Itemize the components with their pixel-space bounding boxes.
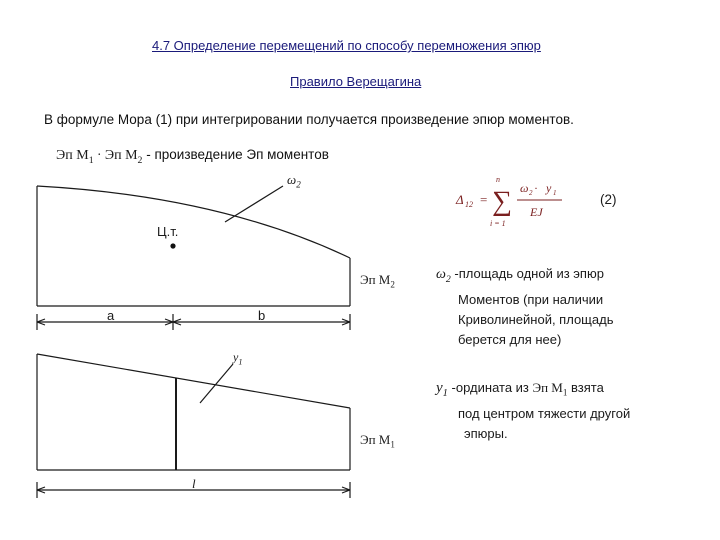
formula-lhs-sub: 12 xyxy=(465,200,473,209)
formula-numerator-sub: 2 xyxy=(529,189,533,197)
y1-text-2: под центром тяжести другой xyxy=(458,406,631,421)
formula-numerator-dot: · xyxy=(534,181,538,195)
omega-explanation xyxy=(436,264,613,350)
line-m1 xyxy=(37,354,350,408)
dim-l-label: l xyxy=(192,476,196,491)
rule-title[interactable]: Правило Верещагина xyxy=(290,74,422,89)
omega-text-1: -площадь одной из эпюр xyxy=(454,266,604,281)
y1-text-ep-m1: Эп $M_1$ xyxy=(532,380,568,398)
omega2-label: $\omega_2$ xyxy=(287,172,301,190)
omega-leader xyxy=(225,186,283,222)
centroid-label: Ц.т. xyxy=(157,224,179,239)
ep-m1-label: Эп $M_1$ xyxy=(360,432,395,450)
y1-explanation xyxy=(436,378,630,444)
y1-symbol: $y_1$ xyxy=(436,380,448,399)
formula-numerator-y-sub: 1 xyxy=(553,189,557,197)
y1-text-1a: -ордината из xyxy=(451,380,533,395)
section-title[interactable]: 4.7 Определение перемещений по способу перемножения эпюр xyxy=(152,38,541,53)
formula-equals: = xyxy=(480,192,488,207)
formula-lhs: Δ xyxy=(456,192,464,207)
curve-m2 xyxy=(37,186,350,258)
omega-symbol: $\omega_2$ xyxy=(436,267,451,285)
product-description: - произведение Эп моментов xyxy=(146,147,329,162)
omega-text-2: Моментов (при наличии xyxy=(458,291,604,307)
formula-numerator: ω xyxy=(520,181,529,195)
ep-m2-label: Эп $M_2$ xyxy=(360,272,395,290)
omega-text-4: берется для нее) xyxy=(458,331,562,347)
formula-sum-top: n xyxy=(496,175,500,184)
formula-numerator-y: y xyxy=(546,181,552,195)
ep-m1-symbol: Эп $M_1$ xyxy=(56,148,94,166)
omega-text-3: Криволинейной, площадь xyxy=(458,311,614,327)
formula-sigma: ∑ xyxy=(492,186,512,217)
centroid-dot xyxy=(170,243,175,248)
y1-label: $y_1$ xyxy=(233,350,243,367)
formula-denominator: EJ xyxy=(530,205,543,219)
intro-line: В формуле Мора (1) при интегрировании получается произведение эпюр моментов. xyxy=(44,112,574,127)
product-dot: · xyxy=(93,147,105,162)
y1-text-3: эпюры. xyxy=(464,426,508,441)
y1-text-1b: взята xyxy=(567,380,604,395)
ep-m2-symbol: Эп $M_2$ xyxy=(104,148,143,166)
formula-sum-bottom: i = 1 xyxy=(490,219,506,228)
dim-a-label: a xyxy=(107,308,115,323)
formula-number: (2) xyxy=(600,192,617,207)
mohr-vereshchagin-formula xyxy=(454,170,566,230)
dim-b-label: b xyxy=(258,308,266,323)
